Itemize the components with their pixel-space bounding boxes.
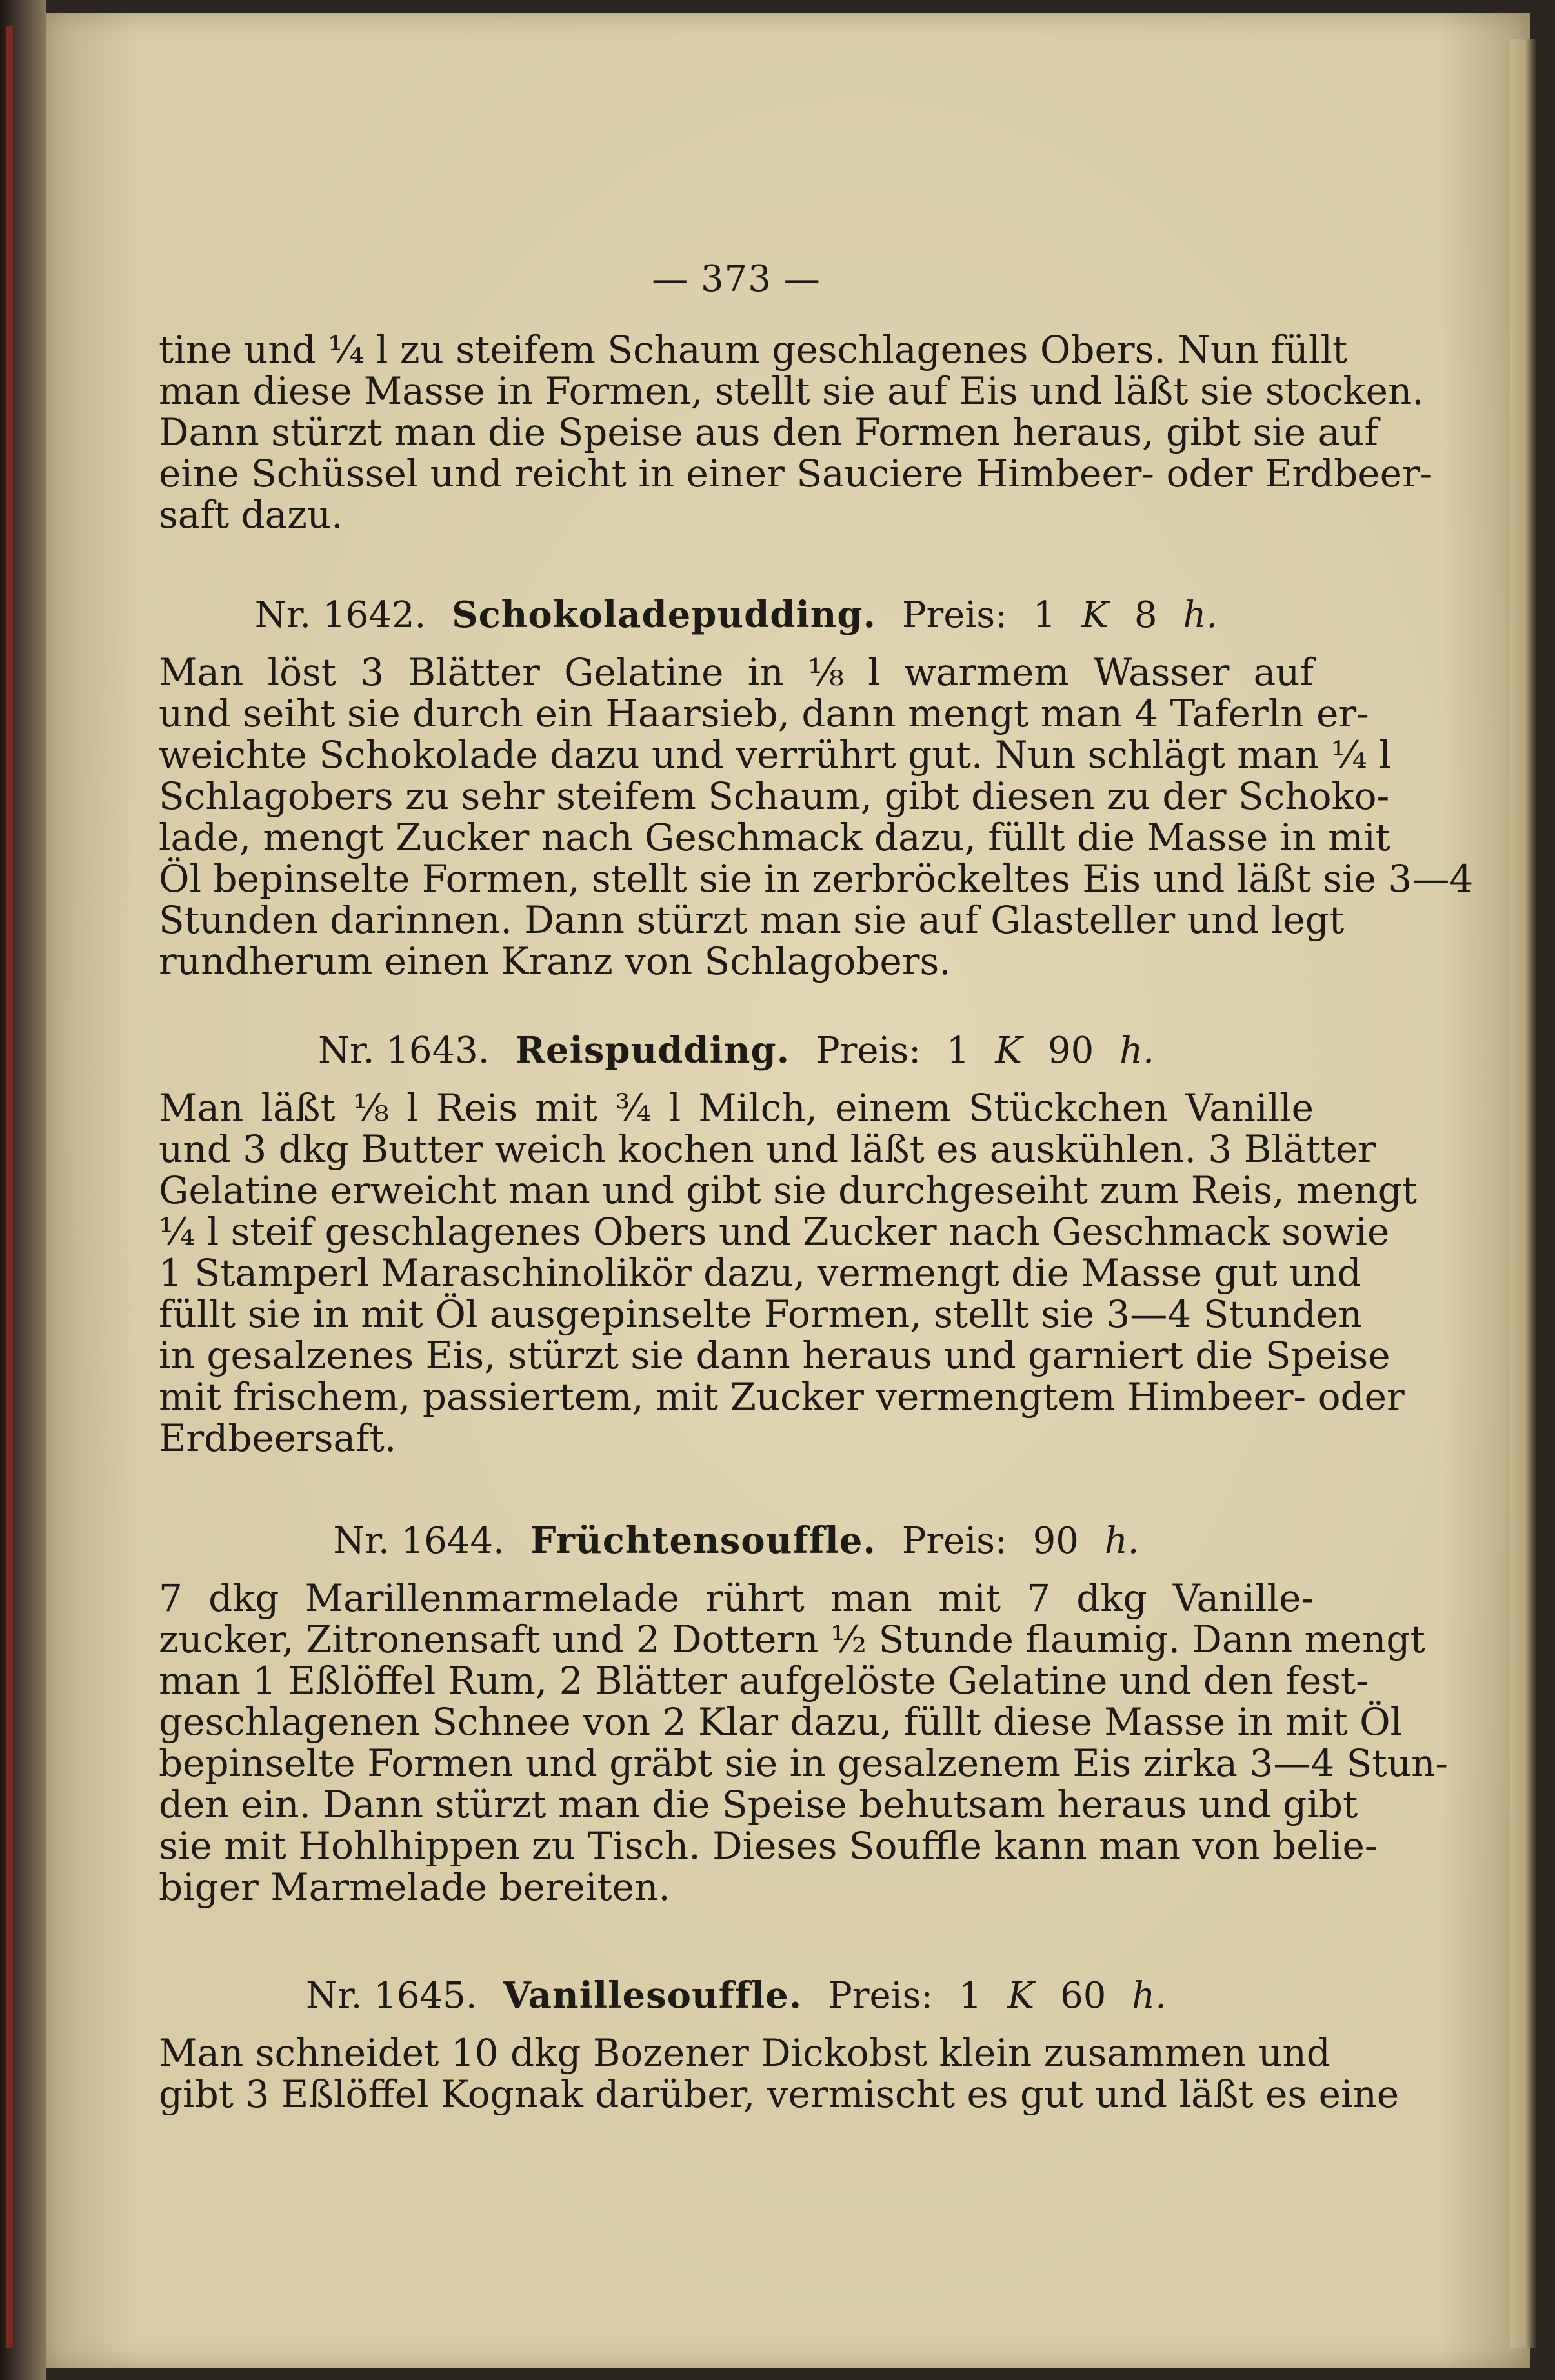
text-line: Gelatine erweicht man und gibt sie durchgeseiht zum Reis, mengt: [159, 1168, 1418, 1212]
text-line: man diese Masse in Formen, stellt sie auf Eis und läßt sie stocken.: [159, 369, 1424, 413]
text-line: man 1 Eßlöffel Rum, 2 Blätter aufgelöste Gelatine und den fest-: [159, 1659, 1369, 1703]
page-number: — 373 —: [652, 258, 821, 300]
cover-binding: [6, 26, 13, 2348]
recipe-number: Nr. 1642.: [254, 594, 426, 636]
text-line: sie mit Hohlhippen zu Tisch. Dieses Souffle kann man von belie-: [159, 1824, 1378, 1868]
text-line: 1 Stamperl Maraschinolikör dazu, vermengt die Masse gut und: [159, 1251, 1361, 1295]
text-line: zucker, Zitronensaft und 2 Dottern ½ Stunde flaumig. Dann mengt: [159, 1617, 1425, 1661]
text-line: rundherum einen Kranz von Schlagobers.: [159, 939, 951, 983]
price-unit: K: [1007, 1975, 1035, 2017]
text-line: mit frischem, passiertem, mit Zucker vermengtem Himbeer- oder: [159, 1375, 1405, 1419]
price-unit: h.: [1183, 594, 1218, 636]
text-line: gibt 3 Eßlöffel Kognak darüber, vermischt es gut und läßt es eine: [159, 2072, 1400, 2116]
price-value: 90: [1032, 1520, 1079, 1562]
text-line: Öl bepinselte Formen, stellt sie in zerbröckeltes Eis und läßt sie 3—4: [159, 857, 1474, 901]
text-line: und seiht sie durch ein Haarsieb, dann mengt man 4 Taferln er-: [159, 692, 1369, 735]
recipe-body-1644: [159, 1576, 1449, 1909]
text-line: tine und ¼ l zu steifem Schaum geschlagenes Obers. Nun füllt: [159, 328, 1348, 372]
text-line: Man schneidet 10 dkg Bozener Dickobst klein zusammen und: [159, 2031, 1330, 2075]
recipe-title: Reispudding.: [515, 1029, 790, 1072]
price-label: Preis:: [901, 594, 1007, 636]
intro-paragraph: [159, 328, 1433, 537]
price-unit: h.: [1104, 1520, 1139, 1562]
price-unit: K: [995, 1030, 1023, 1072]
page-fore-edge: [1510, 39, 1536, 2348]
text-line: Schlagobers zu sehr steifem Schaum, gibt diesen zu der Schoko-: [159, 774, 1390, 818]
text-line: Man läßt ⅛ l Reis mit ¾ l Milch, einem Stückchen Vanille: [159, 1086, 1314, 1130]
recipe-title: Vanillesouffle.: [503, 1974, 803, 2017]
price-label: Preis:: [828, 1975, 934, 2017]
text-line: Man löst 3 Blätter Gelatine in ⅛ l warmem Wasser auf: [159, 650, 1314, 694]
recipe-heading-1642: [159, 594, 1314, 636]
recipe-number: Nr. 1645.: [305, 1975, 477, 2017]
text-line: ¼ l steif geschlagenes Obers und Zucker nach Geschmack sowie: [159, 1210, 1390, 1254]
text-line: lade, mengt Zucker nach Geschmack dazu, füllt die Masse in mit: [159, 815, 1390, 859]
text-line: und 3 dkg Butter weich kochen und läßt es auskühlen. 3 Blätter: [159, 1127, 1376, 1171]
text-line: in gesalzenes Eis, stürzt sie dann heraus und garniert die Speise: [159, 1334, 1390, 1377]
text-line: 7 dkg Marillenmarmelade rührt man mit 7 dkg Vanille-: [159, 1576, 1314, 1620]
text-line: eine Schüssel und reicht in einer Sauciere Himbeer- oder Erdbeer-: [159, 452, 1433, 495]
recipe-title: Früchtensouffle.: [530, 1519, 876, 1562]
price-value: 60: [1060, 1975, 1107, 2017]
price-value: 1: [946, 1030, 970, 1072]
price-value: 8: [1134, 594, 1158, 636]
price-label: Preis:: [815, 1030, 921, 1072]
recipe-body-1642: [159, 650, 1474, 983]
price-label: Preis:: [901, 1520, 1007, 1562]
recipe-body-1645: [159, 2031, 1400, 2116]
recipe-body-1643: [159, 1086, 1418, 1460]
recipe-number: Nr. 1644.: [333, 1520, 505, 1562]
text-line: bepinselte Formen und gräbt sie in gesalzenem Eis zirka 3—4 Stun-: [159, 1741, 1449, 1785]
recipe-heading-1644: [159, 1519, 1314, 1562]
price-unit: K: [1081, 594, 1109, 636]
text-line: den ein. Dann stürzt man die Speise behutsam heraus und gibt: [159, 1783, 1358, 1826]
price-unit: h.: [1119, 1030, 1154, 1072]
price-unit: h.: [1132, 1975, 1167, 2017]
text-line: füllt sie in mit Öl ausgepinselte Formen, stellt sie 3—4 Stunden: [159, 1292, 1363, 1336]
text-line: Dann stürzt man die Speise aus den Formen heraus, gibt sie auf: [159, 410, 1378, 454]
price-value: 1: [958, 1975, 982, 2017]
text-line: biger Marmelade bereiten.: [159, 1865, 670, 1909]
price-value: 1: [1032, 594, 1056, 636]
text-line: Stunden darinnen. Dann stürzt man sie auf Glasteller und legt: [159, 898, 1345, 942]
text-line: geschlagenen Schnee von 2 Klar dazu, füllt diese Masse in mit Öl: [159, 1700, 1403, 1744]
recipe-heading-1645: [159, 1974, 1314, 2017]
text-line: Erdbeersaft.: [159, 1416, 397, 1460]
text-line: weichte Schokolade dazu und verrührt gut. Nun schlägt man ¼ l: [159, 733, 1391, 777]
recipe-title: Schokoladepudding.: [452, 594, 877, 636]
text-line: saft dazu.: [159, 493, 343, 537]
recipe-number: Nr. 1643.: [318, 1030, 490, 1072]
recipe-heading-1643: [159, 1029, 1314, 1072]
price-value: 90: [1048, 1030, 1094, 1072]
